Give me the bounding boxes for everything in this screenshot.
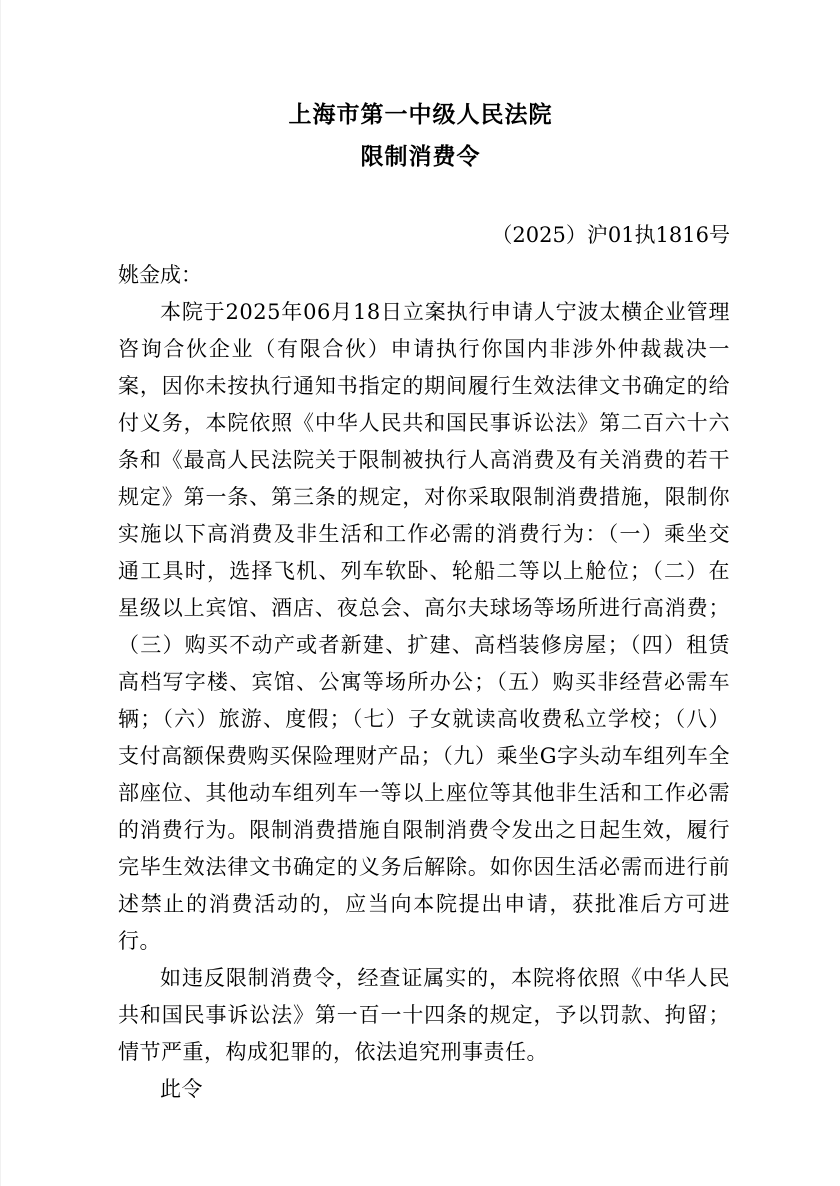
addressee-line: 姚金成： [118, 263, 202, 287]
case-number: （2025）沪01执1816号 [491, 223, 730, 247]
document-heading [1, 0, 840, 175]
document-body [118, 217, 730, 1108]
body-paragraph-2: 如违反限制消费令，经查证属实的，本院将依照《中华人民共和国民事诉讼法》第一百一十四条的规定，予以罚款、拘留；情节严重，构成犯罪的，依法追究刑事责任。 [118, 966, 730, 1064]
court-name: 上海市第一中级人民法院 [288, 101, 553, 128]
body-paragraph-1: 本院于2025年06月18日立案执行申请人宁波太横企业管理咨询合伙企业（有限合伙）申请执行你国内非涉外仲裁裁决一案，因你未按执行通知书指定的期间履行生效法律文书确定的给付义务，本院依照《中华人民共和国民事诉讼法》第二百六十六条和《最高人民法院关于限制被执行人高消费及有关消费的若干规定》第一条、第三条的规定，对你采取限制消费措施，限制你实施以下高消费及非生活和工作必需的消费行为：（一）乘坐交通工具时，选择飞机、列车软卧、轮船二等以上舱位；（二）在星级以上宾馆、酒店、夜总会、高尔夫球场等场所进行高消费；（三）购买不动产或者新建、扩建、高档装修房屋；（四）租赁高档写字楼、宾馆、公寓等场所办公；（五）购买非经营必需车辆；（六）旅游、度假；（七）子女就读高收费私立学校；（八）支付高额保费购买保险理财产品；（九）乘坐G字头动车组列车全部座位、其他动车组列车一等以上座位等其他非生活和工作必需的消费行为。限制消费措施自限制消费令发出之日起生效，履行完毕生效法律文书确定的义务后解除。如你因生活必需而进行前述禁止的消费活动的，应当向本院提出申请，获批准后方可进行。 [118, 300, 730, 953]
closing-phrase: 此令 [160, 1077, 203, 1101]
document-title: 限制消费令 [360, 143, 481, 170]
